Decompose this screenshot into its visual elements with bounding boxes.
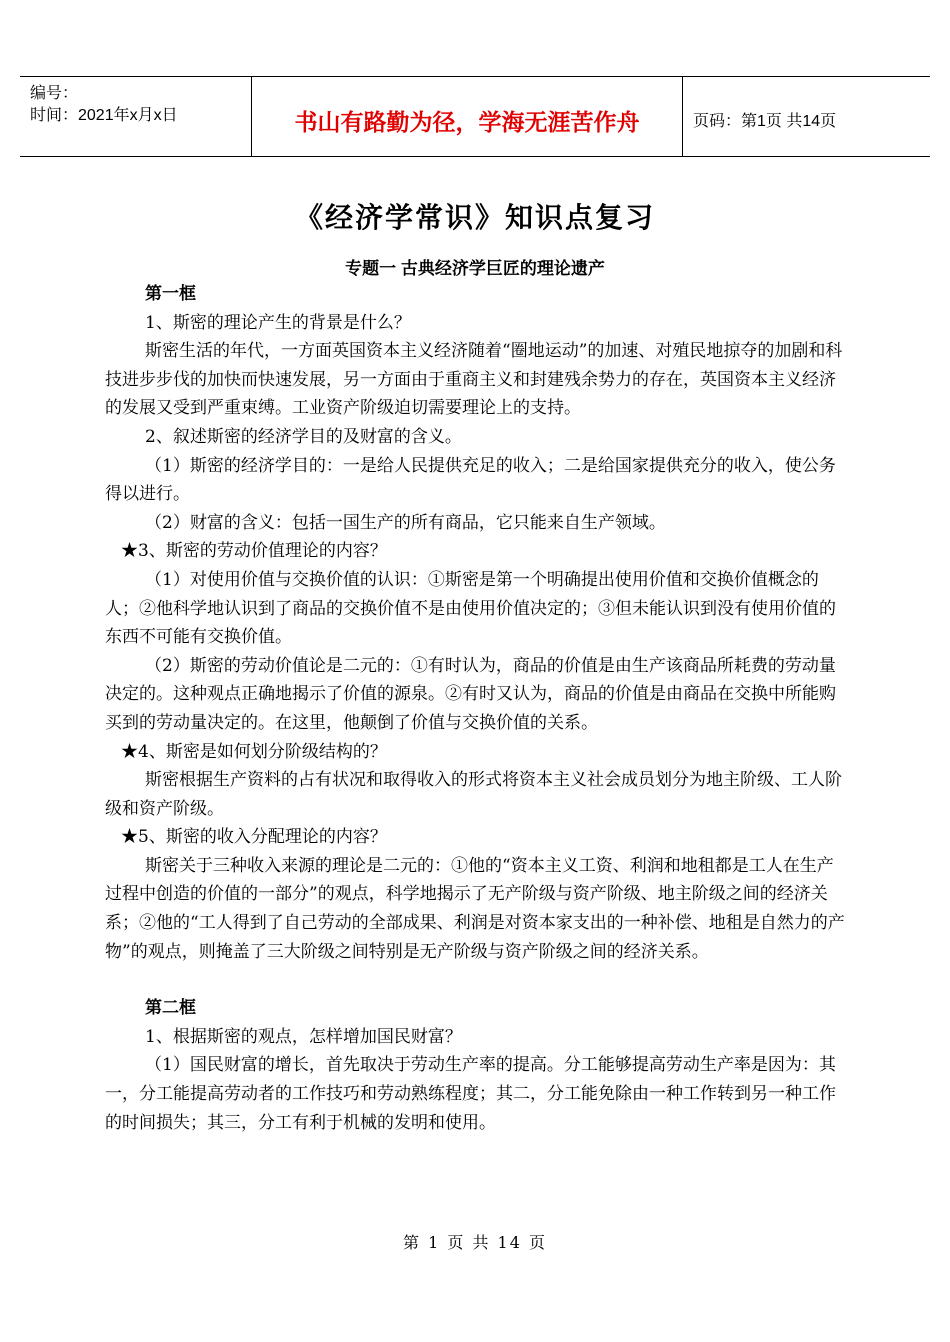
question-3: ★3、斯密的劳动价值理论的内容？ (121, 541, 387, 562)
time-label: 时间：2021年x月x日 (30, 107, 178, 124)
header-table (20, 76, 930, 157)
section2-answer-1: （1）国民财富的增长，首先取决于劳动生产率的提高。分工能够提高劳动生产率是因为：其一，分工能提高劳动者的工作技巧和劳动熟练程度；其二，分工能免除由一种工作转到另一种工作的时间损失；其三，分工有利于机械的发明和使用。 (105, 1055, 836, 1133)
section-title-1: 第一框 (145, 284, 196, 303)
question-2: 2、叙述斯密的经济学目的及财富的含义。 (145, 426, 462, 447)
page-info: 页码：第1页 共14页 (693, 113, 837, 130)
document-title: 《经济学常识》知识点复习 (294, 201, 655, 234)
header-meta-cell (20, 77, 252, 156)
question-5: ★5、斯密的收入分配理论的内容？ (121, 827, 387, 848)
answer-2-1: （1）斯密的经济学目的：一是给人民提供充足的收入；二是给国家提供充分的收入，使公务得以进行。 (105, 455, 836, 505)
page-footer: 第 1 页 共 14 页 (403, 1233, 547, 1252)
question-4: ★4、斯密是如何划分阶级结构的？ (121, 741, 387, 762)
answer-1: 斯密生活的年代，一方面英国资本主义经济随着“圈地运动”的加速、对殖民地掠夺的加剧和科技进步步伐的加快而快速发展，另一方面由于重商主义和封建残余势力的存在，英国资本主义经济的发展又受到严重束缚。工业资产阶级迫切需要理论上的支持。 (105, 341, 843, 419)
answer-2-2: （2）财富的含义：包括一国生产的所有商品，它只能来自生产领域。 (145, 512, 666, 533)
answer-4: 斯密根据生产资料的占有状况和取得收入的形式将资本主义社会成员划分为地主阶级、工人阶级和资产阶级。 (105, 770, 842, 819)
motto-cell (252, 77, 683, 156)
topic-title: 专题一 古典经济学巨匠的理论遗产 (345, 259, 605, 278)
question-1: 1、斯密的理论产生的背景是什么？ (145, 312, 411, 333)
answer-5: 斯密关于三种收入来源的理论是二元的：①他的“资本主义工资、利润和地租都是工人在生产过程中创造的价值的一部分”的观点，科学地揭示了无产阶级与资产阶级、地主阶级之间的经济关系；②他的“工人得到了自己劳动的全部成果、利润是对资本家支出的一种补偿、地租是自然力的产物”的观点，则掩盖了三大阶级之间特别是无产阶级与资产阶级之间的经济关系。 (105, 855, 845, 962)
section2-question-1: 1、根据斯密的观点，怎样增加国民财富？ (145, 1026, 462, 1047)
section-gap (105, 966, 845, 994)
answer-3-2: （2）斯密的劳动价值论是二元的：①有时认为，商品的价值是由生产该商品所耗费的劳动量决定的。这种观点正确地揭示了价值的源泉。②有时又认为，商品的价值是由商品在交换中所能购买到的劳动量决定的。在这里，他颠倒了价值与交换价值的关系。 (105, 655, 836, 733)
answer-3-1: （1）对使用价值与交换价值的认识：①斯密是第一个明确提出使用价值和交换价值概念的人；②他科学地认识到了商品的交换价值不是由使用价值决定的；③但未能认识到没有使用价值的东西不可能有交换价值。 (105, 569, 836, 648)
motto: 书山有路勤为径，学海无涯苦作舟 (294, 109, 640, 135)
section-title-2: 第二框 (145, 998, 196, 1018)
document-body (105, 280, 845, 1137)
number-label: 编号： (30, 85, 79, 102)
page-info-cell (683, 77, 930, 156)
